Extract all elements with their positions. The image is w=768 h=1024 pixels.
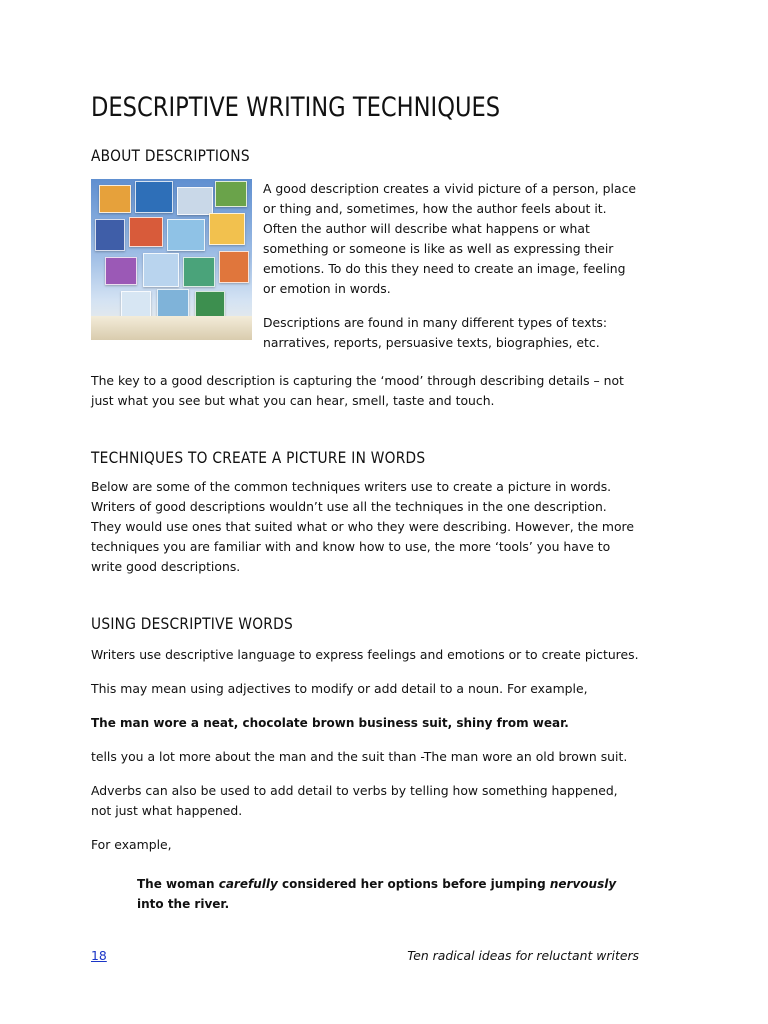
key-paragraph: The key to a good description is capturing the ‘mood’ through describing details – not just what you see but what you can hear, smell, taste and touch. (91, 373, 624, 408)
example2-part-1: The woman (137, 877, 219, 891)
using-paragraph-2: This may mean using adjectives to modify or add detail to a noun. For example, (91, 681, 588, 696)
about-paragraph-1: A good description creates a vivid picture of a person, place or thing and, sometimes, how the author feels about it. Often the author will describe what happens or what something or someone is like as well as expressing their emotions. To do this they need to create an image, feeling or emotion in words. (263, 181, 637, 296)
example2-emphasis-1: carefully (218, 877, 278, 891)
page-number-link[interactable]: 18 (91, 948, 107, 963)
example-sentence-1: The man wore a neat, chocolate brown business suit, shiny from wear. (91, 716, 569, 730)
intro-section (91, 179, 639, 353)
page-title: DESCRIPTIVE WRITING TECHNIQUES (91, 92, 501, 123)
using-paragraph-4: Adverbs can also be used to add detail to verbs by telling how something happened, not just what happened. (91, 783, 618, 818)
techniques-heading: TECHNIQUES TO CREATE A PICTURE IN WORDS (91, 448, 426, 467)
using-paragraph-5: For example, (91, 837, 172, 852)
using-heading: USING DESCRIPTIVE WORDS (91, 614, 293, 633)
about-heading: ABOUT DESCRIPTIONS (91, 146, 250, 165)
page-footer (91, 948, 639, 968)
using-paragraph-3: tells you a lot more about the man and the suit than -The man wore an old brown suit. (91, 749, 628, 764)
using-paragraph-1: Writers use descriptive language to express feelings and emotions or to create pictures. (91, 647, 639, 662)
about-paragraph-2: Descriptions are found in many different types of texts: narratives, reports, persuasive texts, biographies, etc. (263, 315, 608, 350)
example2-emphasis-2: nervously (549, 877, 617, 891)
intro-text (263, 179, 639, 353)
footer-book-title: Ten radical ideas for reluctant writers (407, 948, 639, 963)
example2-part-3: into the river. (137, 897, 230, 911)
example2-part-2: considered her options before jumping (277, 877, 550, 891)
example-sentence-2 (137, 874, 639, 914)
techniques-paragraph: Below are some of the common techniques writers use to create a picture in words. Writers of good descriptions wouldn’t use all the techniques in the one description. They would use ones that suited what or who they were describing. However, the more techniques you are familiar with and know how to use, the more ‘tools’ you have to write good descriptions. (91, 479, 634, 574)
illustration-image (91, 179, 252, 340)
document-page (91, 88, 639, 914)
